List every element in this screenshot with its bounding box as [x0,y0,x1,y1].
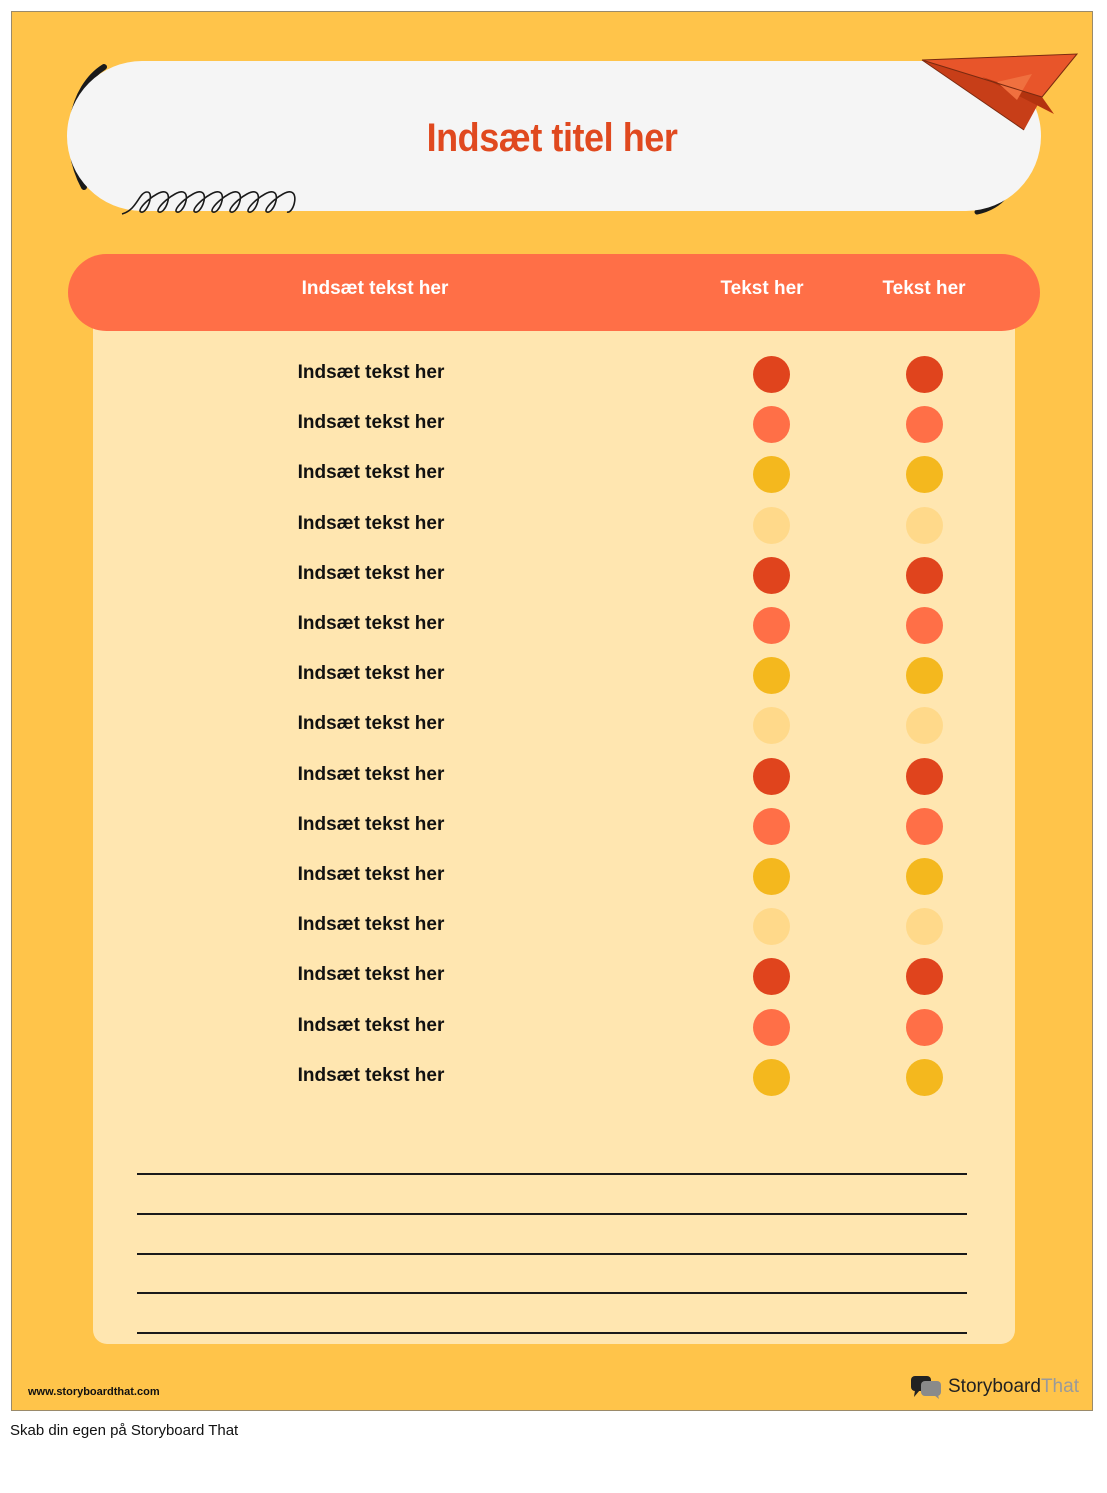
writing-line[interactable] [137,1292,967,1294]
row-dot-col-b [906,707,943,744]
row-label[interactable]: Indsæt tekst her [297,763,445,785]
row-label[interactable]: Indsæt tekst her [297,964,445,986]
table-row [12,454,1093,494]
row-dot-col-b [906,456,943,493]
row-dot-col-a [753,908,790,945]
table-row [12,956,1093,996]
footer-url: www.storyboardthat.com [28,1386,160,1398]
row-dot-col-a [753,607,790,644]
row-dot-col-a [753,406,790,443]
brand-text-that: That [1040,1376,1079,1397]
header-col-a[interactable]: Tekst her [720,278,804,299]
row-label[interactable]: Indsæt tekst her [297,914,445,936]
squiggle-decoration [117,184,317,220]
table-row [12,404,1093,444]
speech-bubbles-icon [910,1375,942,1399]
table-row [12,1007,1093,1047]
writing-line[interactable] [137,1173,967,1175]
table-row [12,505,1093,545]
row-dot-col-b [906,406,943,443]
row-label[interactable]: Indsæt tekst her [297,512,445,534]
row-dot-col-a [753,356,790,393]
row-dot-col-b [906,858,943,895]
row-dot-col-b [906,1059,943,1096]
table-row [12,906,1093,946]
writing-line[interactable] [137,1332,967,1334]
row-label[interactable]: Indsæt tekst her [297,813,445,835]
row-dot-col-b [906,908,943,945]
row-dot-col-b [906,958,943,995]
table-row [12,655,1093,695]
row-dot-col-a [753,758,790,795]
row-dot-col-a [753,858,790,895]
row-dot-col-b [906,657,943,694]
table-row [12,806,1093,846]
table-row [12,555,1093,595]
table-row [12,354,1093,394]
writing-line[interactable] [137,1253,967,1255]
row-dot-col-b [906,557,943,594]
row-dot-col-a [753,1059,790,1096]
table-header-bar [68,254,1040,331]
table-row [12,605,1093,645]
row-label[interactable]: Indsæt tekst her [297,663,445,685]
table-row [12,856,1093,896]
row-label[interactable]: Indsæt tekst her [297,412,445,434]
row-label[interactable]: Indsæt tekst her [297,462,445,484]
storyboardthat-logo [910,1374,1079,1400]
row-dot-col-b [906,507,943,544]
brand-text-storyboard: Storyboard [948,1376,1041,1397]
writing-line[interactable] [137,1213,967,1215]
table-row [12,1057,1093,1097]
row-dot-col-a [753,707,790,744]
row-label[interactable]: Indsæt tekst her [297,613,445,634]
row-dot-col-a [753,808,790,845]
row-label[interactable]: Indsæt tekst her [297,864,445,885]
row-label[interactable]: Indsæt tekst her [297,1014,445,1036]
table-row [12,756,1093,796]
row-dot-col-b [906,808,943,845]
row-dot-col-b [906,356,943,393]
row-dot-col-a [753,657,790,694]
row-label[interactable]: Indsæt tekst her [297,362,445,383]
row-label[interactable]: Indsæt tekst her [297,713,445,735]
header-col-b[interactable]: Tekst her [882,278,966,299]
page-caption: Skab din egen på Storyboard That [10,1422,239,1439]
page-title[interactable]: Indsæt titel her [426,116,678,160]
worksheet-poster [11,11,1093,1411]
row-dot-col-a [753,557,790,594]
row-dot-col-a [753,456,790,493]
paper-plane-icon [912,42,1082,132]
row-dot-col-b [906,758,943,795]
row-label[interactable]: Indsæt tekst her [297,562,445,584]
row-label[interactable]: Indsæt tekst her [297,1064,445,1086]
table-row [12,705,1093,745]
row-dot-col-a [753,507,790,544]
row-dot-col-a [753,958,790,995]
header-col-text[interactable]: Indsæt tekst her [301,278,449,299]
row-dot-col-b [906,1009,943,1046]
row-dot-col-b [906,607,943,644]
row-dot-col-a [753,1009,790,1046]
